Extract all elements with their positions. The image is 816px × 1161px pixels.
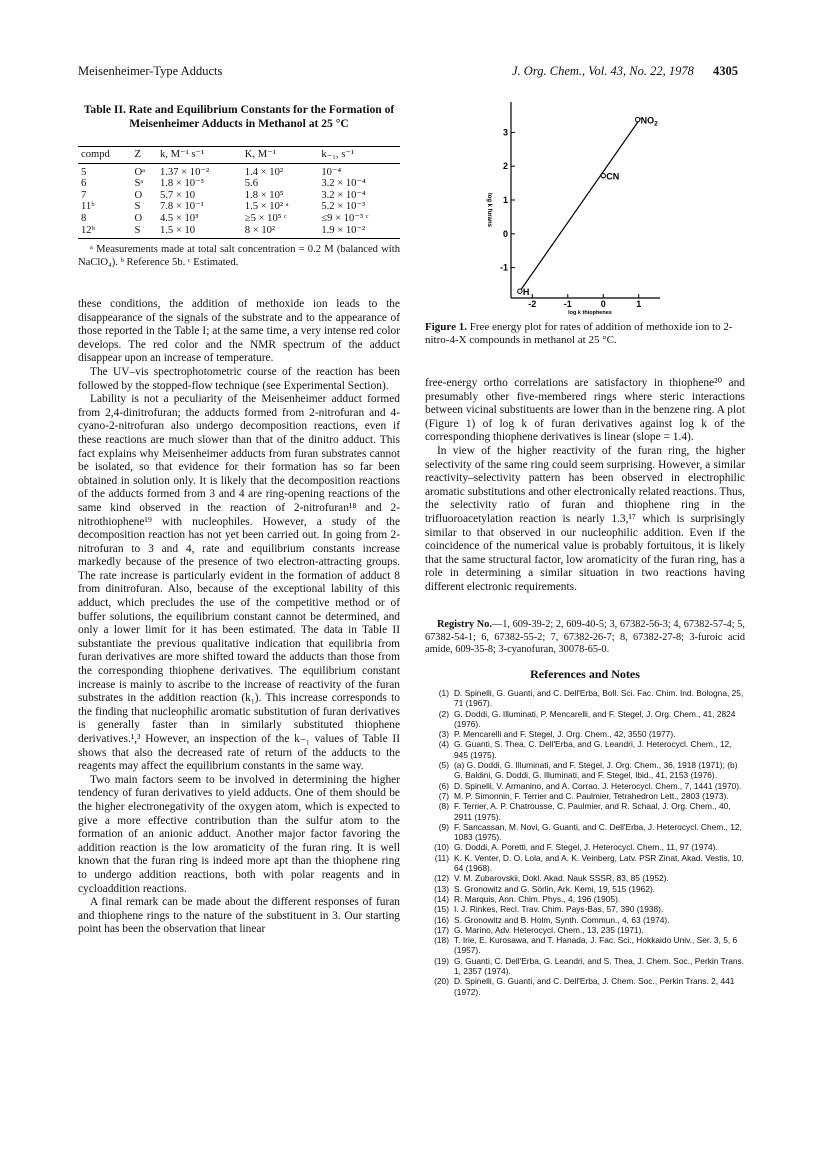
references-title: References and Notes [530,667,640,681]
table-row [78,190,400,202]
reference-number: (20) [434,976,449,987]
reference-text: T. Irie, E. Kurosawa, and T. Hanada, J. Fac. Sci., Hokkaido Univ., Ser. 3, 5, 6 (1957). [454,935,738,956]
table-cell: O [134,189,143,201]
registry-label: Registry No. [437,619,492,630]
rate-constants-table [78,146,400,239]
reference-number: (19) [434,955,449,966]
reference-number: (16) [434,914,449,925]
registry-text: —1, 609-39-2; 2, 609-40-5; 3, 67382-56-3; 4, 67382-57-4; 5, 67382-54-1; 6, 67382-55-2; 7, 67382-26-7; 8, 67382-27-8; 3-furoic acid amide, 609-35-8; 3-cyanofuran, 30078-65-0. [425,619,745,655]
reference-number: (11) [434,852,449,863]
running-header-left: Meisenheimer-Type Adducts [78,64,223,78]
point-label: $NO_2$ [640,115,658,128]
reference-number: (17) [434,924,449,935]
free-energy-plot [470,92,680,322]
reference-number: (6) [438,780,449,791]
reference-number: (15) [434,904,449,915]
reference-item [425,688,745,709]
reference-item [425,729,745,739]
reference-item [425,760,745,781]
left-column [78,298,400,937]
reference-text: D. Spinelli, G. Guanti, and C. Dell'Erba, J. Chem. Soc., Perkin Trans. 2, 441 (1972). [454,976,735,997]
table-cell: 7.8 × 10⁻¹ [159,201,204,213]
x-tick-label: 0 [600,299,606,309]
x-tick-label: 1 [636,299,642,309]
table-cell: 8 [81,212,87,224]
reference-item [425,935,745,956]
table-row [78,178,400,190]
reference-text: S. Gronowitz and B. Holm, Synth. Commun., 4, 63 (1974). [454,914,670,925]
table-header-cell: Z [132,147,157,164]
reference-text: G. Doddi, A. Poretti, and F. Stegel, J. Heterocycl. Chem., 11, 97 (1974). [454,842,718,853]
body-paragraph: these conditions, the addition of methoxide ion leads to the disappearance of the signals of the substrate and to the appearance of those reported in the Table I; at the same time, a very intense red color develops. The red color and the NMR spectrum of the adduct disappear upon an increase of temperature. [78,298,400,365]
reference-text: D. Spinelli, V. Armanino, and A. Corrao, J. Heterocycl. Chem., 7, 1441 (1970). [454,780,742,791]
reference-item [425,894,745,904]
reference-number: (18) [434,935,449,946]
reference-text: F. Terrier, A. P. Chatrousse, C. Paulmier, and R. Schaal, J. Org. Chem., 40, 2911 (1975). [454,801,731,822]
reference-text: M. P. Simonnin, F. Terrier and C. Paulmier, Tetrahedron Lett., 2803 (1973). [454,790,729,801]
point-label: CN [606,171,620,182]
y-tick-label: 2 [502,161,508,172]
data-points [518,116,658,298]
reference-number: (13) [434,883,449,894]
reference-number: (2) [438,708,449,719]
table-cell: 1.8 × 10⁵ [244,189,284,201]
reference-text: G. Marino, Adv. Heterocycl. Chem., 13, 235 (1971). [454,924,644,935]
data-point [601,173,605,177]
table-header-cell: k, M⁻¹ s⁻¹ [157,147,242,164]
table-row [78,201,400,213]
page-number: 4305 [713,64,738,78]
table-title: Table II. Rate and Equilibrium Constants for the Formation of Meisenheimer Adducts in Methanol at 25 °C [83,103,395,130]
body-paragraph: The UV–vis spectrophotometric course of the reaction has been followed by the stopped-flow technique (see Experimental Section). [78,365,400,392]
table-cell: 3.2 × 10⁻⁴ [321,178,366,190]
y-tick-label: 0 [502,228,508,239]
table-cell: 1.9 × 10⁻² [318,225,400,239]
table-wrapper [78,146,400,269]
reference-item [425,822,745,843]
reference-item [425,884,745,894]
y-tick-label: 1 [502,195,508,205]
reference-item [425,709,745,730]
table-cell: 1.8 × 10⁻³ [159,178,204,190]
body-paragraph: A final remark can be made about the different responses of furan and thiophene rings to the nature of the substituent in 3. Our starting point has been the observation that linear [78,896,400,936]
reference-item [425,842,745,852]
reference-number: (8) [438,801,449,812]
reference-text: R. Marquis, Ann. Chim. Phys., 4, 196 (1905). [454,893,621,904]
reference-number: (3) [438,729,449,740]
reference-item [425,853,745,874]
figure-caption-label: Figure 1. [425,321,467,333]
table-cell: Sᵃ [134,178,144,190]
table-header-row [78,147,400,164]
table-cell: Oᵃ [134,166,146,178]
reference-text: V. M. Zubarovskii, Dokl. Akad. Nauk SSSR, 83, 85 (1952). [454,873,669,884]
table-cell: 5 [81,166,87,178]
reference-item [425,791,745,801]
reference-item [425,956,745,977]
reference-text: G. Guanti, C. Dell'Erba, G. Leandri, and S. Thea, J. Chem. Soc., Perkin Trans. 1, 2357 (1974). [454,955,745,977]
table-header-cell: compd [78,147,132,164]
fit-line [520,118,641,291]
table-header-cell: K, M⁻¹ [242,147,319,164]
registry-block [425,619,745,657]
table-cell: 1.5 × 10² ᵃ [244,201,289,213]
table-row [78,213,400,225]
reference-item [425,739,745,760]
table-cell: 6 [81,178,87,190]
reference-number: (7) [438,790,449,801]
point-label: H [522,287,530,298]
figure-caption [425,321,745,347]
table-cell: 3.2 × 10⁻⁴ [321,189,366,201]
table-header-cell: k₋₁, s⁻¹ [318,147,400,164]
y-tick-label: -1 [499,262,508,273]
reference-item [425,781,745,791]
data-point [518,289,522,293]
reference-item [425,801,745,822]
reference-text: D. Spinelli, G. Guanti, and C. Dell'Erba, Boll. Sci. Fac. Chim. Ind. Bologna, 25, 71 (1967). [454,688,744,709]
data-point [635,117,639,121]
x-tick-label: -2 [528,299,537,309]
table-cell: 11ᵇ [81,201,95,213]
reference-text: I. J. Rinkes, Recl. Trav. Chim. Pays-Bas, 57, 390 (1938). [454,904,664,915]
table-cell: 7 [81,189,87,201]
references-list [425,688,745,997]
reference-number: (9) [438,821,449,832]
running-header-journal: J. Org. Chem., Vol. 43, No. 22, 1978 [512,64,694,78]
table-cell: S [132,225,157,239]
table-cell: 1.5 × 10 [157,225,242,239]
table-cell: 8 × 10² [242,225,319,239]
reference-number: (5) [438,760,449,771]
x-tick-label: -1 [563,299,572,309]
body-paragraph: In view of the higher reactivity of the furan ring, the higher selectivity of the same ring could seem surprising. However, a similar reactivity–selectivity pattern has been observed in electrophilic aromatic substitutions and other electronically related reactions. Thus, the selectivity ratio of furan and thiophene ring in the trifluoroacetylation reaction is nearly 1.3,¹⁷ which is surprisingly similar to that observed in our nucleophilic addition. Even if the coincidence of the numerical value is probably fortuitous, it is likely that the same structural factor, low aromaticity of the furan ring, has a role in determining a similar situation in two reactions having different electronic requirements. [425,444,745,593]
table-cell: 5.7 × 10 [159,189,196,201]
table-cell: 5.6 [244,178,259,190]
reference-text: P. Mencarelli and F. Stegel, J. Org. Chem., 42, 3550 (1977). [454,729,676,740]
table-cell: ≥5 × 10⁵ ᶜ [244,212,287,224]
table-cell: 10⁻⁴ [321,166,342,178]
table-cell: 12ᵇ [78,225,132,239]
body-paragraph: Lability is not a peculiarity of the Meisenheimer adduct formed from 2,4-dinitrofuran; the adducts formed from 2-nitrofuran and 4-cyano-2-nitrofuran also undergo decomposition reactions, even if these reactions are much slower than that of the dinitro adduct. This fact explains why Meisenheimer adducts from furan substrates cannot be isolated, so that evidence for their formation has so far been obtained in solution only. It is likely that the decomposition reactions of the adducts formed from 3 and 4 are ring-opening reactions of the same kind observed in the reaction of 2-nitrofuran¹⁸ and 2-nitrothiophene¹⁹ with nucleophiles. However, a study of the decomposition reaction has not yet been carried out. In going from 2-nitrofuran to 3 and 4, rate and equilibrium constants increase markedly because of the presence of two electron-attracting groups. The rate increase is particularly evident in the formation of adduct 8 from dinitrofuran. Also, because of the exceptional lability of this adduct, which precludes the use of the competitive method or of buffer solutions, the equilibrium constant cannot be determined, and only a lower limit for it has been estimated. The data in Table II substantiate the previous qualitative indication that equilibria from furan derivatives are more shifted toward the adducts than those from the corresponding thiophene derivatives. The equilibrium constant increase is mainly to ascribe to the increase of reactivity of the furan substrates in the addition reaction (k₁). This increase corresponds to the finding that nucleophilic aromatic substitution of furan derivatives is generally faster than in similarly substituted thiophene derivatives.¹,³ However, an inspection of the k₋₁ values of Table II shows that also the decreased rate of return of the adducts to the reagents may affect the equilibrium constants in the same way. [78,393,400,773]
figure-caption-text: Free energy plot for rates of addition of methoxide ion to 2-nitro-4-X compounds in methanol at 25 °C. [425,321,733,346]
reference-item [425,976,745,997]
reference-item [425,873,745,883]
reference-text: G. Doddi, G. Illuminati, P. Mencarelli, and F. Stegel, J. Org. Chem., 41, 2824 (1976). [454,708,736,729]
reference-text: F. Sancassan, M. Novi, G. Guanti, and C. Dell'Erba, J. Heterocycl. Chem., 12, 1083 (1975). [454,821,742,843]
reference-item [425,925,745,935]
y-axis-label: log k furans [486,192,492,228]
reference-item [425,904,745,914]
table-row [78,225,400,239]
table-cell: S [134,201,141,213]
reference-number: (12) [434,873,449,884]
table-cell: ≤9 × 10⁻³ ᶜ [321,212,369,224]
reference-number: (4) [438,739,449,750]
body-paragraph: Two main factors seem to be involved in determining the higher tendency of furan derivatives to yield adducts. One of them should be the higher electronegativity of the oxygen atom, which is expected to give a more effective contribution than the sulfur atom to the formation of an anionic adduct. Another major factor favoring the addition reaction is the low aromaticity of the furan ring. It is well known that the furan ring is indeed more apt than the thiophene ring to undergo addition reactions, both with polar reagents and in cycloaddition reactions. [78,773,400,895]
reference-number: (14) [434,893,449,904]
table-cell: 1.4 × 10² [244,166,284,178]
x-axis-label: log k thiophenes [568,310,612,316]
right-column [425,377,745,595]
reference-text: S. Gronowitz and G. Sörlin, Ark. Kemi, 19, 515 (1962). [454,883,656,894]
table-cell: 4.5 × 10³ [159,212,199,224]
reference-text: (a) G. Doddi, G. Illuminati, and F. Stegel, J. Org. Chem., 36, 1918 (1971); (b) G. Baldini, G. Doddi, G. Illuminati, and F. Stegel, Ibid., 41, 2153 (1976). [454,760,738,781]
table-cell: O [134,212,143,224]
table-cell: 1.37 × 10⁻² [159,166,210,178]
reference-number: (10) [434,842,449,853]
reference-text: G. Guanti, S. Thea, C. Dell'Erba, and G. Leandri, J. Heterocycl. Chem., 12, 945 (1975). [454,739,732,760]
table-cell: 5.2 × 10⁻³ [321,201,366,213]
y-tick-label: 3 [502,127,508,138]
reference-text: K. K. Venter, D. O. Lola, and A. K. Veinberg, Latv. PSR Zinat. Akad. Vestis, 10, 64 (1968). [454,852,744,874]
table-row [78,163,400,178]
reference-number: (1) [438,688,449,698]
reference-item [425,915,745,925]
plot-axes [511,102,660,298]
table-footnote: ᵃ Measurements made at total salt concentration = 0.2 M (balanced with NaClO₄). ᵇ Reference 5b. ᶜ Estimated. [78,244,400,268]
body-paragraph: free-energy ortho correlations are satisfactory in thiophene²⁰ and presumably other five-membered rings where steric interactions between vicinal substituents are lower than in the benzene ring. A plot (Figure 1) of log k of furan derivatives against log k of the corresponding thiophene derivatives is linear (slope = 1.4). [425,377,745,444]
